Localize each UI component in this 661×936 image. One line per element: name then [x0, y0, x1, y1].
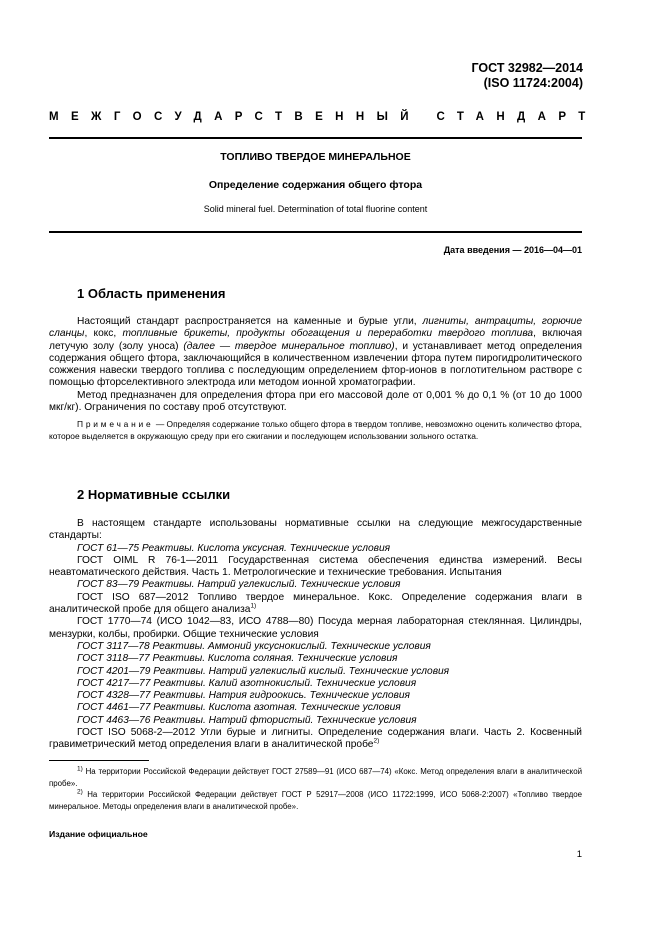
- document-subtitle: Определение содержания общего фтора: [208, 179, 423, 191]
- introduction-date: Дата введения — 2016—04—01: [443, 245, 582, 255]
- reference-item: ГОСТ 3118—77 Реактивы. Кислота соляная. Технические условия: [77, 653, 398, 665]
- section-2-heading: 2 Нормативные ссылки: [77, 487, 231, 502]
- top-rule: [49, 137, 582, 139]
- page-number: 1: [576, 849, 582, 860]
- references-intro: В настоящем стандарте использованы нормативные ссылки на следующие межгосударственные стандарты:: [49, 518, 582, 542]
- reference-item: ГОСТ 4201—79 Реактивы. Натрий углекислый кислый. Технические условия: [77, 665, 450, 677]
- footnote-separator: [49, 760, 149, 761]
- reference-item: ГОСТ 4461—77 Реактивы. Кислота азотная. Технические условия: [77, 702, 401, 714]
- footnote-1: $^{1)}$ На территории Российской Федерации действует ГОСТ 27589—91 (ИСО 687—74) «Кокс. Метод определения влаги в аналитической пробе».: [49, 765, 582, 788]
- reference-item: ГОСТ 3117—78 Реактивы. Аммоний уксуснокислый. Технические условия: [77, 640, 431, 652]
- official-edition-label: Издание официальное: [49, 829, 148, 839]
- reference-item: ГОСТ 4463—76 Реактивы. Натрий фтористый. Технические условия: [77, 714, 417, 726]
- reference-item: ГОСТ OIML R 76-1—2011 Государственная система обеспечения единства измерений. Весы неавтоматического действия. Часть 1. Метрологические и технические требования. Испытания: [49, 554, 582, 579]
- range-paragraph: Метод предназначен для определения фтора при его массовой доле от 0,001 % до 0,1 % (от 10 до 1000 мкг/кг). Ограничения по составу проб отсутствуют.: [49, 389, 582, 414]
- standard-code-line2: (ISO 11724:2004): [483, 76, 583, 90]
- document-title-english: Solid mineral fuel. Determination of total fluorine content: [203, 204, 428, 214]
- interstate-standard-label: МЕЖГОСУДАРСТВЕННЫЙ СТАНДАРТ: [49, 111, 598, 123]
- document-title: ТОПЛИВО ТВЕРДОЕ МИНЕРАЛЬНОЕ: [220, 151, 411, 163]
- reference-item: ГОСТ 4328—77 Реактивы. Натрия гидроокись. Технические условия: [77, 690, 410, 702]
- title-rule: [49, 231, 582, 233]
- section-2-body: [49, 518, 582, 752]
- section-1-body: [49, 316, 582, 443]
- note-paragraph: Примечание — Определяя содержание только общего фтора в твердом топливе, невозможно оценить количество фтора, которое выделяется в окружающую среду при его сжигании и последующем использовании зольного остатка.: [49, 419, 582, 441]
- footnotes: [49, 766, 582, 812]
- reference-item: ГОСТ 1770—74 (ИСО 1042—83, ИСО 4788—80) Посуда мерная лабораторная стеклянная. Цилиндры, мензурки, колбы, пробирки. Общие технические условия: [49, 616, 582, 640]
- reference-item: ГОСТ ISO 5068-2—2012 Угли бурые и лигниты. Определение содержания влаги. Часть 2. Косвенный гравиметрический метод определения влаги в аналитической пробе$^{2)}$: [49, 727, 582, 751]
- standard-code-line1: ГОСТ 32982—2014: [471, 61, 583, 75]
- standard-code: [471, 61, 583, 91]
- reference-item: ГОСТ ISO 687—2012 Топливо твердое минеральное. Кокс. Определение содержания влаги в аналитической пробе для общего анализа$^{1)}$: [49, 591, 582, 616]
- reference-item: ГОСТ 4217—77 Реактивы. Калий азотнокислый. Технические условия: [77, 677, 417, 689]
- scope-paragraph: Настоящий стандарт распространяется на каменные и бурые угли, лигниты, антрациты, горючие сланцы, кокс, топливные брикеты, продукты обогащения и переработки твердого топлива, включая летучую золу (золу уноса) (далее — твердое минеральное топливо), и устанавливает метод определения содержания общего фтора, заключающийся в количественном извлечении фтора путем пирогидролитического сожжения навески твердого топлива с последующим определением фтор-ионов в поглотительном растворе с помощью фторселективного электрода или методом ионной хроматографии.: [49, 316, 583, 389]
- reference-item: ГОСТ 83—79 Реактивы. Натрий углекислый. Технические условия: [77, 579, 401, 591]
- footnote-2: $^{2)}$ На территории Российской Федерации действует ГОСТ Р 52917—2008 (ИСО 11722:1999, ИСО 5068-2:2007) «Топливо твердое минеральное. Методы определения влаги в аналитической пробе».: [49, 788, 582, 811]
- reference-item: ГОСТ 61—75 Реактивы. Кислота уксусная. Технические условия: [77, 542, 391, 554]
- section-1-heading: 1 Область применения: [77, 286, 226, 301]
